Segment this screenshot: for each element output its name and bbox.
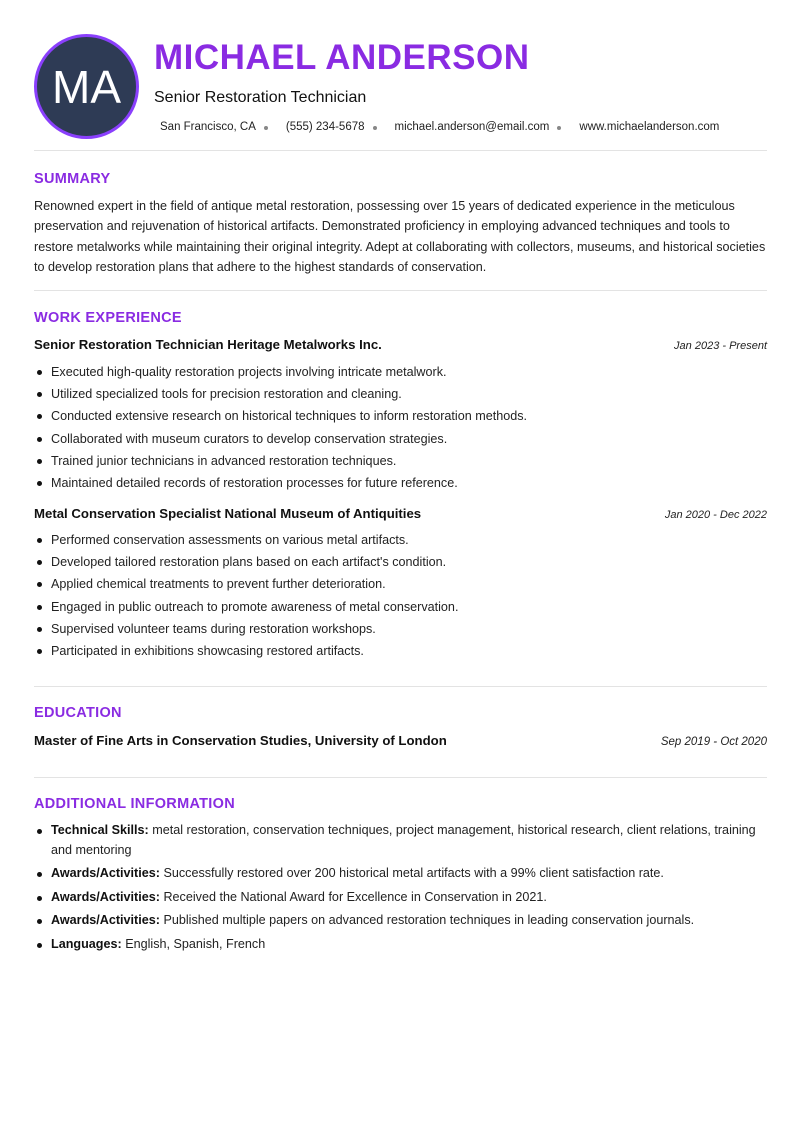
info-label: Awards/Activities: <box>51 889 160 904</box>
info-text: Successfully restored over 200 historical metal artifacts with a 99% client satisfaction rate. <box>163 866 664 880</box>
education-entry <box>34 733 767 748</box>
separator-dot <box>557 126 561 130</box>
education-heading: EDUCATION <box>34 705 122 721</box>
list-item: Collaborated with museum curators to develop conservation strategies. <box>34 428 769 450</box>
job-header <box>34 506 767 521</box>
info-text: Published multiple papers on advanced restoration techniques in leading conservation journals. <box>163 913 695 927</box>
separator-dot <box>373 126 377 130</box>
list-item: Applied chemical treatments to prevent further deterioration. <box>34 573 769 595</box>
info-text: English, Spanish, French <box>125 936 266 951</box>
list-item: Maintained detailed records of restoration processes for future reference. <box>34 472 769 494</box>
additional-info-list <box>34 821 769 958</box>
info-label: Awards/Activities: <box>51 866 160 880</box>
candidate-name: MICHAEL ANDERSON <box>154 38 530 77</box>
education-degree: Master of Fine Arts in Conservation Studies, University of London <box>34 733 447 748</box>
work-experience-heading: WORK EXPERIENCE <box>34 310 182 326</box>
divider <box>34 777 767 778</box>
summary-text: Renowned expert in the field of antique metal restoration, possessing over 15 years of dedicated experience in the meticulous preservation and rejuvenation of historical artifacts. Demonstrated proficiency in employing advanced techniques and tools to restore metalworks while maintaining their original integrity. Adept at collaborating with collectors, museums, and historical societies to develop restoration plans that adhere to the highest standards of conservation. <box>34 199 766 274</box>
list-item <box>34 821 769 860</box>
list-item <box>34 911 769 931</box>
education-dates: Sep 2019 - Oct 2020 <box>660 736 767 748</box>
contact-phone: (555) 234-5678 <box>285 121 365 133</box>
job-bullets <box>34 529 769 662</box>
list-item: Executed high-quality restoration projects involving intricate metalwork. <box>34 361 769 383</box>
avatar-initials: MA <box>52 60 121 113</box>
list-item: Trained junior technicians in advanced restoration techniques. <box>34 450 769 472</box>
info-label: Languages: <box>51 936 122 951</box>
contact-email[interactable]: michael.anderson@email.com <box>394 121 550 133</box>
job-header <box>34 337 767 352</box>
contact-website[interactable]: www.michaelanderson.com <box>579 121 720 133</box>
list-item <box>34 888 769 908</box>
list-item: Performed conservation assessments on various metal artifacts. <box>34 529 769 551</box>
list-item: Supervised volunteer teams during restoration workshops. <box>34 618 769 640</box>
list-item: Developed tailored restoration plans based on each artifact's condition. <box>34 551 769 573</box>
summary-heading: SUMMARY <box>34 171 111 187</box>
contact-bar <box>160 119 770 135</box>
list-item <box>34 935 769 955</box>
info-text: metal restoration, conservation techniques, project management, historical research, client relations, training and mentoring <box>51 823 756 857</box>
list-item: Utilized specialized tools for precision restoration and cleaning. <box>34 383 769 405</box>
contact-location: San Francisco, CA <box>160 121 256 133</box>
avatar <box>34 34 139 139</box>
list-item: Engaged in public outreach to promote awareness of metal conservation. <box>34 596 769 618</box>
info-text: Received the National Award for Excellence in Conservation in 2021. <box>163 889 547 904</box>
job-dates: Jan 2023 - Present <box>674 340 767 352</box>
job-bullets <box>34 361 769 494</box>
info-label: Awards/Activities: <box>51 913 160 927</box>
separator-dot <box>264 126 268 130</box>
divider <box>34 150 767 151</box>
additional-info-heading: ADDITIONAL INFORMATION <box>34 796 235 812</box>
job-dates: Jan 2020 - Dec 2022 <box>664 509 767 521</box>
list-item: Conducted extensive research on historical techniques to inform restoration methods. <box>34 405 769 427</box>
info-label: Technical Skills: <box>51 823 149 837</box>
job-title: Senior Restoration Technician Heritage Metalworks Inc. <box>34 337 382 352</box>
candidate-role: Senior Restoration Technician <box>154 89 367 106</box>
list-item <box>34 864 769 884</box>
job-title: Metal Conservation Specialist National Museum of Antiquities <box>34 506 422 521</box>
list-item: Participated in exhibitions showcasing restored artifacts. <box>34 640 769 662</box>
divider <box>34 290 767 291</box>
divider <box>34 686 767 687</box>
